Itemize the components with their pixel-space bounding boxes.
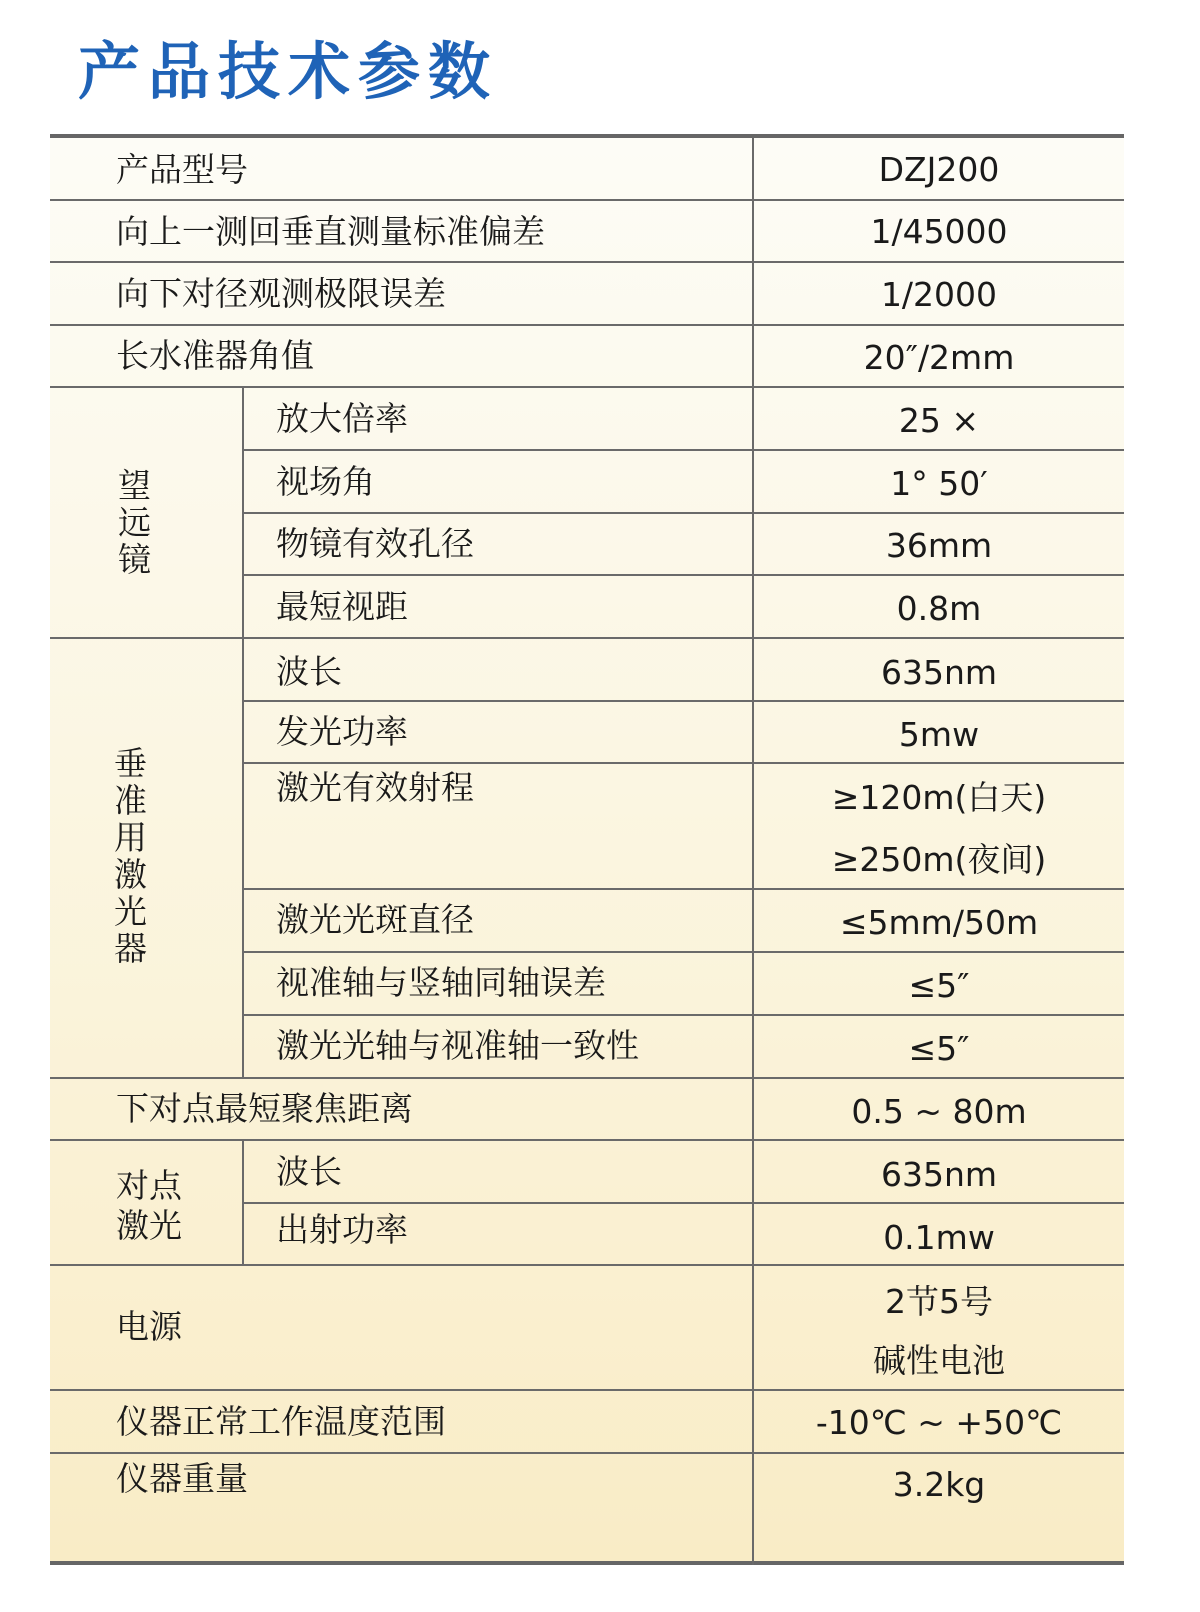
row-divider [50, 1264, 1124, 1266]
row-divider [50, 1452, 1124, 1454]
group-label-laser: 垂准用激光器 [114, 744, 147, 968]
row-divider [242, 951, 1124, 953]
row-value-power-supply-line2: 碱性电池 [873, 1341, 1005, 1380]
row-value-min-distance: 0.8m [896, 589, 982, 628]
row-divider [50, 199, 1124, 201]
group-label-plumb-line1: 对点 [116, 1166, 182, 1205]
row-value-fov: 1° 50′ [890, 464, 988, 503]
row-value-aperture: 36mm [885, 526, 993, 565]
page-title: 产品技术参数 [78, 35, 499, 108]
row-value-laser-spot: ≤5mm/50m [839, 903, 1039, 942]
row-label-laser-coaxial: 视准轴与竖轴同轴误差 [276, 963, 606, 1002]
row-value-focus: 0.5 ~ 80m [851, 1092, 1027, 1131]
row-label-aperture: 物镜有效孔径 [276, 524, 474, 563]
row-divider [242, 1202, 1124, 1204]
row-label-focus: 下对点最短聚焦距离 [116, 1089, 413, 1128]
row-label-temp-range: 仪器正常工作温度范围 [116, 1402, 446, 1441]
row-value-plumb-wavelength: 635nm [880, 1155, 998, 1194]
row-value-temp-range: -10℃ ~ +50℃ [815, 1403, 1063, 1442]
row-label-magnification: 放大倍率 [276, 399, 408, 438]
row-value-plumb-power: 0.1mw [883, 1218, 995, 1257]
row-label-level: 长水准器角值 [116, 336, 314, 375]
laser-group-divider [242, 638, 244, 1078]
row-divider [50, 1139, 1124, 1141]
row-value-laser-range-day: ≥120m(白天) [831, 778, 1047, 817]
row-label-plumb-power: 出射功率 [276, 1210, 408, 1249]
row-label-model: 产品型号 [116, 150, 248, 189]
row-label-laser-range: 激光有效射程 [276, 768, 474, 807]
row-label-upward-std: 向上一测回垂直测量标准偏差 [116, 212, 545, 251]
row-divider [242, 888, 1124, 890]
row-value-laser-power: 5mw [898, 715, 980, 754]
row-value-model: DZJ200 [878, 150, 1000, 189]
row-divider [50, 1389, 1124, 1391]
row-value-level: 20″/2mm [863, 338, 1015, 377]
group-label-plumb-line2: 激光 [116, 1206, 182, 1245]
row-label-weight: 仪器重量 [116, 1459, 248, 1498]
row-value-laser-range-night: ≥250m(夜间) [831, 840, 1047, 879]
row-divider [242, 700, 1124, 702]
group-label-telescope: 望远镜 [118, 466, 151, 579]
row-label-power-supply: 电源 [116, 1307, 182, 1346]
row-label-laser-power: 发光功率 [276, 712, 408, 751]
row-label-laser-wavelength: 波长 [276, 652, 342, 691]
row-label-downward-err: 向下对径观测极限误差 [116, 274, 446, 313]
row-divider [242, 762, 1124, 764]
row-divider [242, 512, 1124, 514]
row-label-min-distance: 最短视距 [276, 587, 408, 626]
row-value-laser-consistency: ≤5″ [908, 1029, 970, 1068]
spec-table [50, 134, 1124, 1565]
row-value-magnification: 25 × [898, 401, 980, 440]
row-divider [50, 637, 1124, 639]
row-divider [50, 261, 1124, 263]
row-divider [50, 386, 1124, 388]
row-value-laser-wavelength: 635nm [880, 653, 998, 692]
row-label-plumb-wavelength: 波长 [276, 1152, 342, 1191]
row-value-downward-err: 1/2000 [880, 275, 998, 314]
value-column-divider [752, 138, 754, 1565]
row-divider [242, 574, 1124, 576]
row-label-fov: 视场角 [276, 462, 375, 501]
row-divider [242, 449, 1124, 451]
row-divider [50, 1077, 1124, 1079]
row-value-laser-coaxial: ≤5″ [908, 966, 970, 1005]
row-divider [242, 1014, 1124, 1016]
row-divider [50, 324, 1124, 326]
row-label-laser-consistency: 激光光轴与视准轴一致性 [276, 1026, 639, 1065]
row-label-laser-spot: 激光光斑直径 [276, 900, 474, 939]
row-value-weight: 3.2kg [892, 1465, 986, 1504]
row-value-power-supply-line1: 2节5号 [885, 1282, 993, 1321]
row-value-upward-std: 1/45000 [870, 212, 1008, 251]
